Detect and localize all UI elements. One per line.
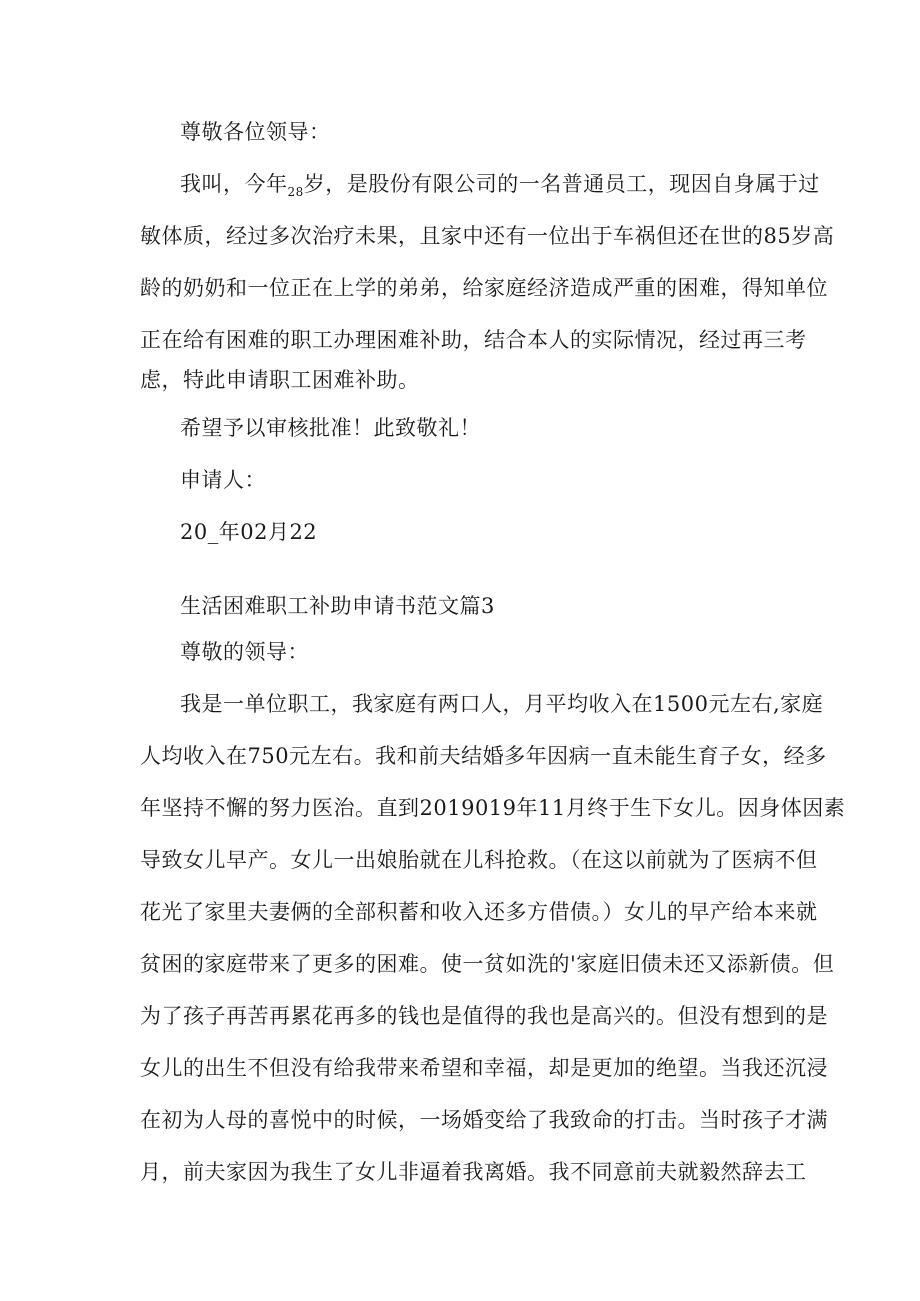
letter2-body-line: 在初为人母的喜悦中的时候，一场婚变给了我致命的打击。当时孩子才满 [140,1108,828,1132]
letter1-closing: 希望予以审核批准！此致敬礼！ [180,416,481,440]
letter1-age: 28 [287,185,304,199]
letter1-date: 20_年02月22 [180,520,318,544]
letter2-body-line: 导致女儿早产。女儿一出娘胎就在儿科抢救。（在这以前就为了医病不但 [140,848,818,872]
letter2-body-line: 人均收入在750元左右。我和前夫结婚多年因病一直未能生育子女，经多 [140,744,827,768]
letter1-body-line: 虑，特此申请职工困难补助。 [140,368,420,392]
letter2-body-line: 为了孩子再苦再累花再多的钱也是值得的我也是高兴的。但没有想到的是 [140,1004,828,1028]
letter1-salutation: 尊敬各位领导： [180,120,331,144]
letter2-first-line: 我是一单位职工，我家庭有两口人，月平均收入在1500元左右,家庭 [180,692,824,716]
letter1-first-line [180,170,830,201]
letter2-salutation: 尊敬的领导： [180,640,309,664]
section-title: 生活困难职工补助申请书范文篇3 [180,594,495,618]
letter1-body-line: 正在给有困难的职工办理困难补助，结合本人的实际情况，经过再三考 [140,328,807,352]
letter2-body-line: 女儿的出生不但没有给我带来希望和幸福，却是更加的绝望。当我还沉浸 [140,1056,828,1080]
letter2-body-line: 贫困的家庭带来了更多的困难。使一贫如洗的'家庭旧债未还又添新债。但 [140,952,835,976]
letter1-body-line: 龄的奶奶和一位正在上学的弟弟，给家庭经济造成严重的困难，得知单位 [140,276,828,300]
letter1-body-pre: 我叫，今年 [180,172,288,196]
letter2-body-line: 月，前夫家因为我生了女儿非逼着我离婚。我不同意前夫就毅然辞去工 [140,1160,807,1184]
letter1-applicant-label: 申请人： [180,468,266,492]
letter2-body-line: 花光了家里夫妻俩的全部积蓄和收入还多方借债。）女儿的早产给本来就 [140,900,818,924]
letter1-body-post: 岁，是股份有限公司的一名普通员工，现因自身属于过 [303,172,820,196]
letter1-body-line: 敏体质，经过多次治疗未果，且家中还有一位出于车祸但还在世的85岁高 [140,224,835,248]
letter2-body-line: 年坚持不懈的努力医治。直到2019019年11月终于生下女儿。因身体因素 [140,796,846,820]
